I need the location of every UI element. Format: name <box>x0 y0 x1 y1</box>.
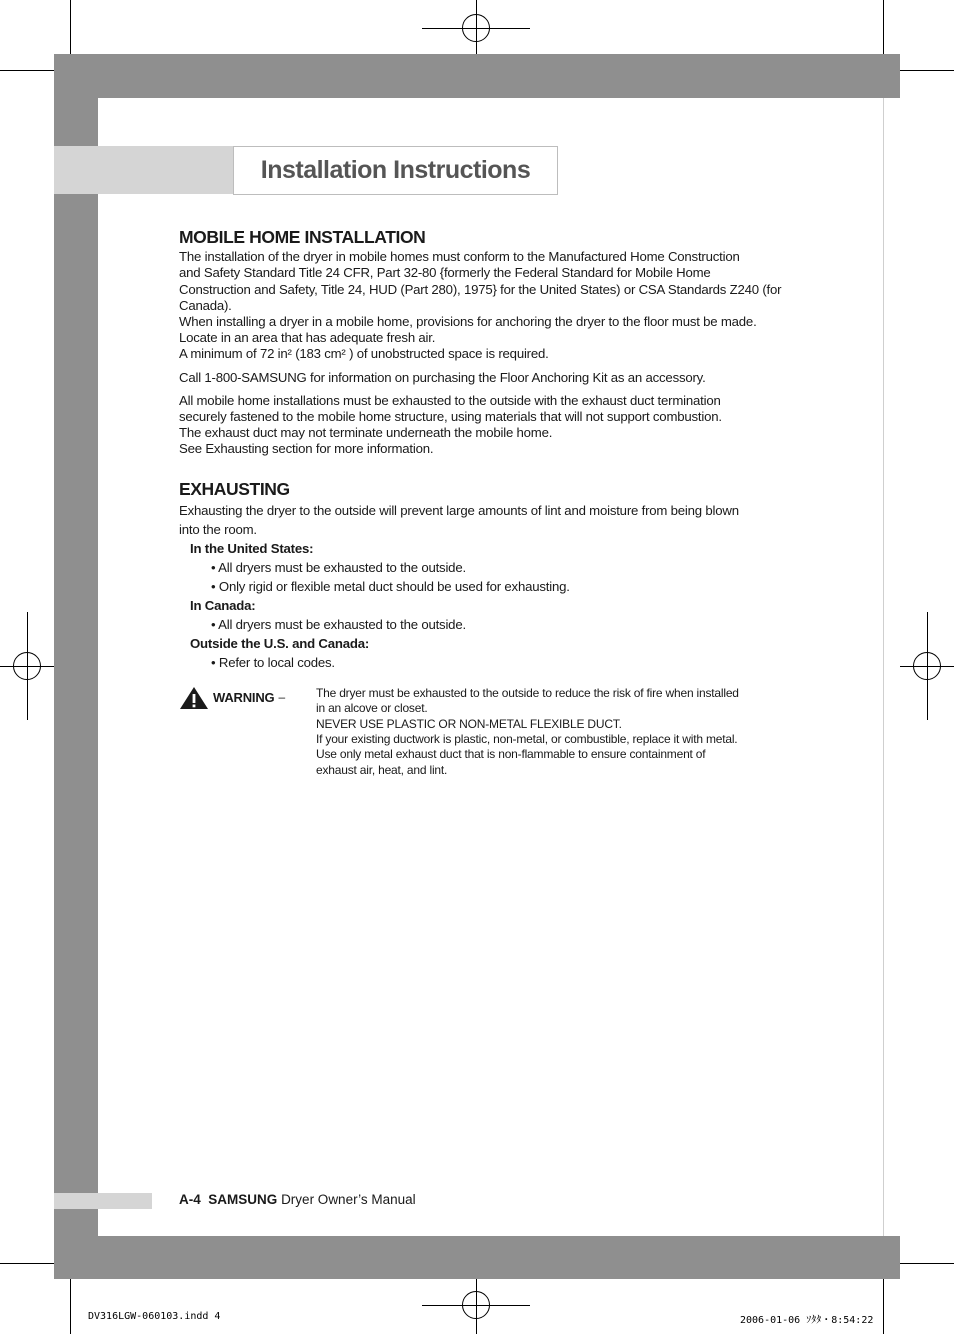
warning-word: WARNING <box>213 690 275 706</box>
footer-brand: SAMSUNG <box>208 1192 278 1207</box>
crop-mark <box>883 1279 884 1334</box>
text-line: If your existing ductwork is plastic, non-metal, or combustible, replace it with metal. <box>316 732 738 747</box>
title-bar-accent <box>54 146 234 194</box>
warning-dash: – <box>278 690 285 705</box>
crop-mark <box>70 0 71 54</box>
list-item: • Refer to local codes. <box>211 654 335 670</box>
text-line: The exhaust duct may not terminate underneath the mobile home. <box>179 425 553 441</box>
slug-file: DV316LGW-060103.indd 4 <box>88 1311 221 1322</box>
text-line: exhaust air, heat, and lint. <box>316 762 448 777</box>
text-line: See Exhausting section for more information. <box>179 441 434 457</box>
text-line: and Safety Standard Title 24 CFR, Part 32-80 {formerly the Federal Standard for Mobile Home <box>179 265 711 281</box>
registration-circle-icon <box>462 1291 490 1319</box>
page-frame-top <box>54 54 900 98</box>
us-label: In the United States: <box>190 540 314 556</box>
page-frame-bottom <box>54 1236 900 1279</box>
slug-timestamp: 2006-01-06 ｿﾀﾀ・8:54:22 <box>740 1315 874 1326</box>
text-line: When installing a dryer in a mobile home, provisions for anchoring the dryer to the floor must be made. <box>179 314 757 330</box>
page-number: A-4 <box>179 1192 201 1207</box>
list-item: • Only rigid or flexible metal duct should be used for exhausting. <box>211 578 570 594</box>
crop-mark <box>0 1263 54 1264</box>
text-line: All mobile home installations must be exhausted to the outside with the exhaust duct termination <box>179 392 721 408</box>
text-line: Use only metal exhaust duct that is non-flammable to ensure containment of <box>316 747 706 762</box>
text-line: The dryer must be exhausted to the outside to reduce the risk of fire when installed <box>316 685 739 700</box>
text-line: The installation of the dryer in mobile homes must conform to the Manufactured Home Construction <box>179 249 740 265</box>
text-line: in an alcove or closet. <box>316 701 428 716</box>
outside-label: Outside the U.S. and Canada: <box>190 635 370 651</box>
page-footer <box>179 1192 416 1207</box>
text-line: NEVER USE PLASTIC OR NON-METAL FLEXIBLE DUCT. <box>316 716 622 731</box>
list-item: • All dryers must be exhausted to the outside. <box>211 616 466 632</box>
crop-mark <box>70 1279 71 1334</box>
exhausting-intro <box>179 501 799 539</box>
registration-circle-icon <box>13 652 41 680</box>
warning-text <box>316 686 796 778</box>
text-line: Exhausting the dryer to the outside will prevent large amounts of lint and moisture from being blown <box>179 502 739 518</box>
footer-manual-title: Dryer Owner’s Manual <box>281 1192 416 1207</box>
exhaust-termination-paragraph <box>179 393 799 458</box>
page-title: Installation Instructions <box>260 156 531 184</box>
main-content <box>179 229 799 778</box>
text-line: securely fastened to the mobile home structure, using materials that will not support combustion. <box>179 409 722 425</box>
text-line: Canada). <box>179 297 232 313</box>
warning-block <box>179 686 799 778</box>
text-line: Construction and Safety, Title 24, HUD (Part 280), 1975} for the United States) or CSA Standards Z240 (for <box>179 281 782 297</box>
warning-triangle-icon <box>179 686 209 710</box>
mobile-home-paragraph <box>179 249 799 362</box>
footer-accent <box>54 1193 152 1209</box>
canada-label: In Canada: <box>190 597 256 613</box>
text-line: into the room. <box>179 521 257 537</box>
crop-mark <box>883 98 884 1236</box>
page-frame-left <box>54 54 98 1279</box>
warning-label <box>179 686 285 710</box>
section-title-box <box>233 146 558 195</box>
exhausting-heading: EXHAUSTING <box>179 478 290 499</box>
anchoring-kit-paragraph: Call 1-800-SAMSUNG for information on purchasing the Floor Anchoring Kit as an accessory. <box>179 369 706 385</box>
text-line: Locate in an area that has adequate fresh air. <box>179 330 436 346</box>
list-item: • All dryers must be exhausted to the outside. <box>211 559 466 575</box>
registration-circle-icon <box>462 14 490 42</box>
crop-mark <box>883 0 884 54</box>
crop-mark <box>900 70 954 71</box>
crop-mark <box>900 1263 954 1264</box>
crop-mark <box>0 70 54 71</box>
text-line: A minimum of 72 in² (183 cm² ) of unobstructed space is required. <box>179 346 549 362</box>
mobile-home-heading: MOBILE HOME INSTALLATION <box>179 227 426 247</box>
registration-circle-icon <box>913 652 941 680</box>
